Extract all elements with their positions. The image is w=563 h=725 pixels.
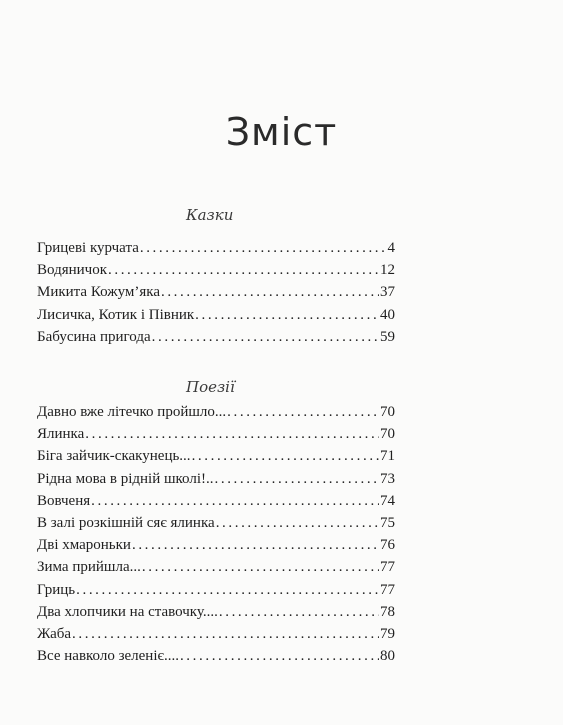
toc-entry-title: В залі розкішній сяє ялинка [37, 514, 215, 531]
toc-entry-title: Рідна мова в рідній школі!.. [37, 470, 214, 487]
toc-entry[interactable] [37, 626, 395, 648]
toc-leader-dots [140, 240, 387, 257]
toc-leader-dots [215, 471, 380, 488]
toc-leader-dots [161, 284, 379, 301]
toc-entry-page: 76 [380, 537, 395, 554]
toc-entry-title: Грицеві курчата [37, 240, 139, 256]
toc-leader-dots [192, 448, 379, 465]
toc-leader-dots [216, 515, 379, 532]
toc-entry-page: 80 [380, 648, 395, 665]
toc-entry[interactable] [37, 448, 395, 470]
toc-list-poems [37, 404, 395, 670]
toc-entry[interactable] [37, 582, 395, 604]
toc-entry-title: Гриць [37, 581, 76, 598]
toc-entry[interactable] [37, 404, 395, 426]
toc-entry-page: 79 [380, 625, 395, 642]
toc-entry-title: Все навколо зеленіє.... [37, 648, 179, 665]
toc-entry[interactable] [37, 515, 395, 537]
section-heading-poems: Поезії [186, 378, 235, 396]
toc-entry[interactable] [37, 493, 395, 515]
toc-entry-title: Микита Кожум’яка [37, 284, 160, 301]
toc-entry-title: Водяничок [37, 262, 107, 279]
toc-entry-title: Ялинка [37, 426, 85, 443]
toc-entry-title: Вовченя [37, 492, 91, 509]
toc-entry-title: Бабусина пригода [37, 328, 151, 345]
toc-leader-dots [180, 648, 379, 665]
toc-leader-dots [108, 262, 379, 279]
toc-leader-dots [132, 537, 379, 554]
toc-entry-page: 71 [380, 448, 395, 465]
toc-entry-page: 12 [380, 262, 395, 279]
toc-entry-title: Давно вже літечко пройшло... [37, 404, 227, 420]
toc-leader-dots [152, 329, 379, 346]
toc-entry-title: Дві хмароньки [37, 537, 131, 554]
toc-entry-page: 75 [380, 514, 395, 531]
toc-entry-page: 70 [380, 404, 395, 420]
toc-entry-title: Зима прийшла... [37, 559, 141, 576]
toc-entry-page: 4 [387, 240, 395, 256]
toc-leader-dots [227, 404, 379, 421]
toc-entry-page: 73 [380, 470, 395, 487]
toc-leader-dots [142, 559, 379, 576]
toc-entry-page: 59 [380, 328, 395, 345]
toc-entry[interactable] [37, 426, 395, 448]
page-title: Зміст [225, 110, 338, 154]
toc-entry[interactable] [37, 240, 395, 262]
toc-leader-dots [85, 426, 379, 443]
toc-entry-title: Жаба [37, 625, 72, 642]
toc-entry[interactable] [37, 471, 395, 493]
toc-entry[interactable] [37, 262, 395, 284]
toc-leader-dots [72, 626, 379, 643]
toc-entry-page: 74 [380, 492, 395, 509]
toc-entry[interactable] [37, 307, 395, 329]
toc-entry-page: 70 [380, 426, 395, 443]
toc-entry-title: Лисичка, Котик і Півник [37, 306, 195, 323]
toc-entry[interactable] [37, 559, 395, 581]
section-heading-fairy-tales: Казки [186, 206, 234, 224]
toc-list-fairy-tales [37, 240, 395, 351]
toc-entry-page: 40 [380, 306, 395, 323]
toc-entry-page: 77 [380, 581, 395, 598]
toc-entry[interactable] [37, 604, 395, 626]
toc-entry[interactable] [37, 648, 395, 670]
toc-leader-dots [195, 307, 379, 324]
toc-entry[interactable] [37, 329, 395, 351]
toc-entry-page: 78 [380, 603, 395, 620]
toc-leader-dots [76, 582, 379, 599]
toc-entry-title: Два хлопчики на ставочку.... [37, 603, 218, 620]
toc-entry[interactable] [37, 284, 395, 306]
toc-entry-title: Біга зайчик-скакунець... [37, 448, 191, 465]
toc-entry-page: 77 [380, 559, 395, 576]
toc-entry-page: 37 [380, 284, 395, 301]
toc-leader-dots [219, 604, 379, 621]
toc-leader-dots [91, 493, 379, 510]
toc-entry[interactable] [37, 537, 395, 559]
